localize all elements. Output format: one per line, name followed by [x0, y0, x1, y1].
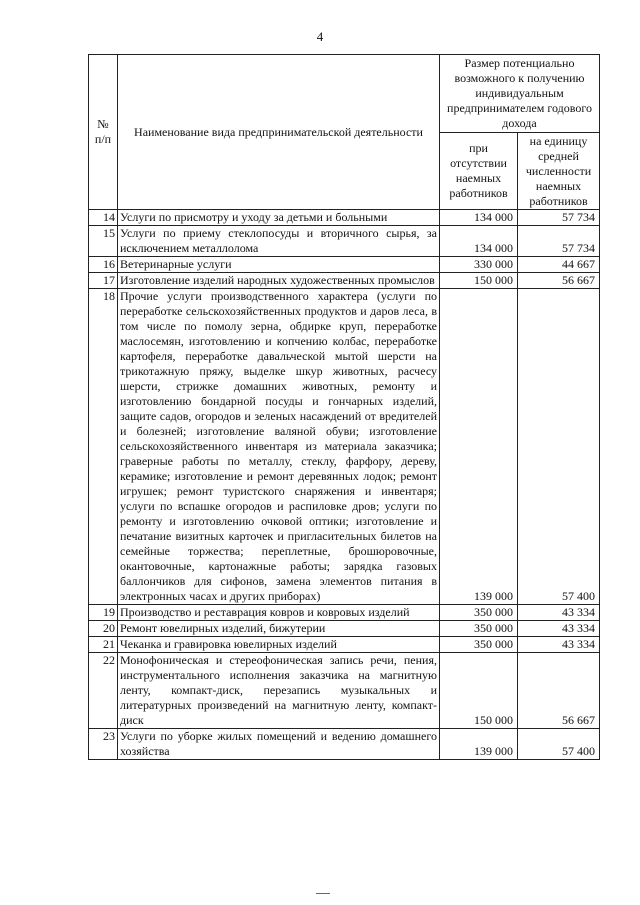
- row-num: 18: [89, 289, 118, 605]
- row-no-workers: 330 000: [440, 257, 518, 273]
- row-no-workers: 350 000: [440, 637, 518, 653]
- row-no-workers: 350 000: [440, 605, 518, 621]
- row-name: Прочие услуги производственного характера (услуги по переработке сельскохозяйственных продуктов и даров леса, в том числе по помолу зерна, обдирке круп, переработке маслосемян, изготовлению и копчению колбас, переработке картофеля, переработке давальческой мытой шерсти на трикотажную пряжу, выделке шкур животных, расчесу шерсти, стрижке домашних животных, ремонту и изготовлению бондарной посуды и гончарных изделий, защите садов, огородов и зеленых насаждений от вредителей и болезней; изготовление валяной обуви; изготовление сельскохозяйственного инвентаря из материала заказчика; граверные работы по металлу, стеклу, фарфору, дереву, керамике; изготовление и ремонт деревянных лодок; ремонт игрушек; ремонт туристского снаряжения и инвентаря; услуги по вспашке огородов и распиловке дров; услуги по ремонту и изготовлению очковой оптики; изготовление и печатание визитных карточек и пригласительных билетов на семейные торжества; переплетные, брошюровочные, окантовочные, картонажные работы; зарядка газовых баллончиков для сифонов, замена элементов питания в электронных часах и других приборах): [118, 289, 440, 605]
- row-no-workers: 150 000: [440, 273, 518, 289]
- row-per-worker: 43 334: [518, 637, 600, 653]
- row-num: 16: [89, 257, 118, 273]
- row-per-worker: 43 334: [518, 621, 600, 637]
- table-row: [89, 257, 600, 273]
- table-row: [89, 605, 600, 621]
- table-row: [89, 637, 600, 653]
- row-num: 17: [89, 273, 118, 289]
- row-per-worker: 57 734: [518, 210, 600, 226]
- row-num: 22: [89, 653, 118, 729]
- row-no-workers: 150 000: [440, 653, 518, 729]
- row-name: Услуги по приему стеклопосуды и вторичного сырья, за исключением металлолома: [118, 226, 440, 257]
- bottom-rule: [316, 893, 330, 894]
- row-no-workers: 139 000: [440, 289, 518, 605]
- row-name: Монофоническая и стереофоническая запись речи, пения, инструментального исполнения заказчика на магнитную ленту, компакт-диск, перезапись музыкальных и литературных произведений на магнитную ленту, компакт-диск: [118, 653, 440, 729]
- table-row: [89, 729, 600, 760]
- header-no-workers: при отсутствии наемных работников: [440, 133, 518, 210]
- table-row: [89, 289, 600, 605]
- row-num: 23: [89, 729, 118, 760]
- row-no-workers: 134 000: [440, 210, 518, 226]
- row-name: Чеканка и гравировка ювелирных изделий: [118, 637, 440, 653]
- row-num: 20: [89, 621, 118, 637]
- row-no-workers: 350 000: [440, 621, 518, 637]
- row-per-worker: 44 667: [518, 257, 600, 273]
- row-num: 14: [89, 210, 118, 226]
- row-per-worker: 57 400: [518, 729, 600, 760]
- row-no-workers: 134 000: [440, 226, 518, 257]
- header-income-group: Размер потенциально возможного к получению индивидуальным предпринимателем годового дохода: [440, 55, 600, 133]
- row-name: Услуги по уборке жилых помещений и ведению домашнего хозяйства: [118, 729, 440, 760]
- row-per-worker: 56 667: [518, 273, 600, 289]
- row-per-worker: 57 734: [518, 226, 600, 257]
- row-per-worker: 56 667: [518, 653, 600, 729]
- row-name: Изготовление изделий народных художественных промыслов: [118, 273, 440, 289]
- row-per-worker: 57 400: [518, 289, 600, 605]
- row-per-worker: 43 334: [518, 605, 600, 621]
- table-row: [89, 226, 600, 257]
- table-row: [89, 273, 600, 289]
- row-name: Ремонт ювелирных изделий, бижутерии: [118, 621, 440, 637]
- page-number: 4: [316, 29, 324, 44]
- header-name: Наименование вида предпринимательской деятельности: [118, 55, 440, 210]
- row-name: Производство и реставрация ковров и ковровых изделий: [118, 605, 440, 621]
- header-per-worker: на единицу средней численности наемных работников: [518, 133, 600, 210]
- income-table: [88, 54, 600, 760]
- table-row: [89, 621, 600, 637]
- row-num: 21: [89, 637, 118, 653]
- table-row: [89, 653, 600, 729]
- row-num: 19: [89, 605, 118, 621]
- row-name: Ветеринарные услуги: [118, 257, 440, 273]
- header-num: № п/п: [89, 55, 118, 210]
- row-no-workers: 139 000: [440, 729, 518, 760]
- table-row: [89, 210, 600, 226]
- row-name: Услуги по присмотру и уходу за детьми и больными: [118, 210, 440, 226]
- row-num: 15: [89, 226, 118, 257]
